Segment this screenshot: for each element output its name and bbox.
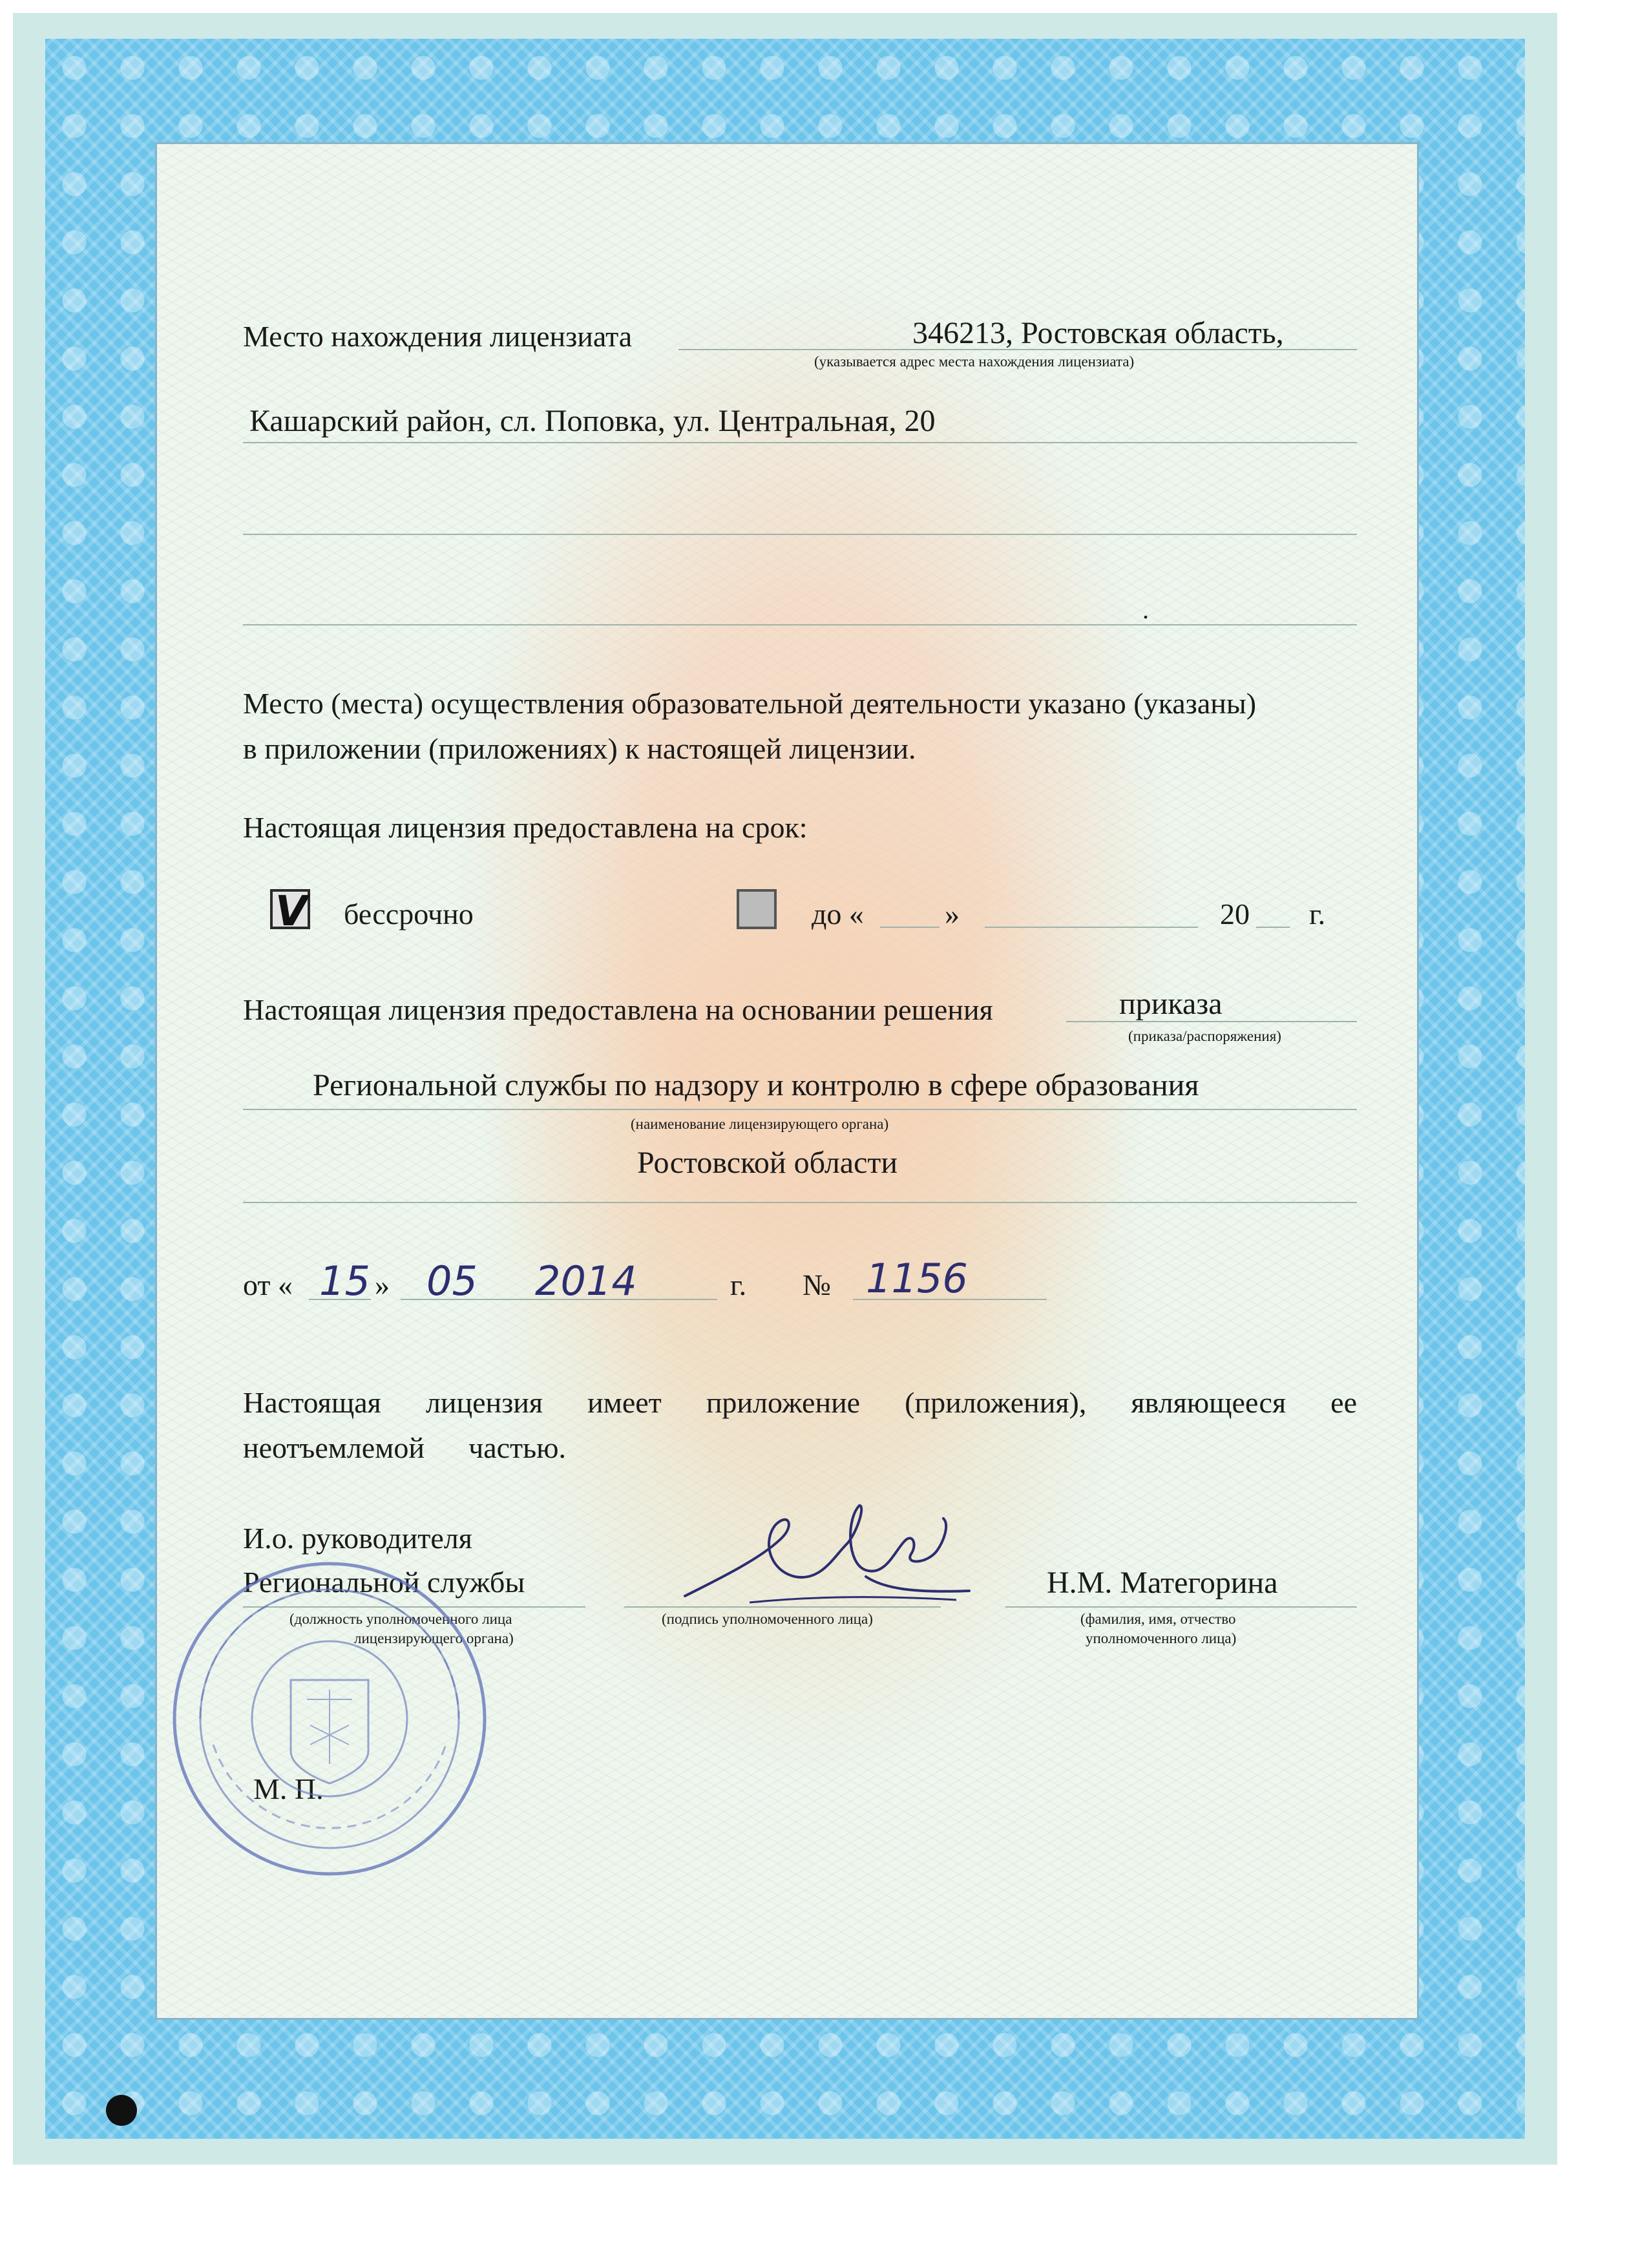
basis-doc-type: приказа (1119, 987, 1223, 1021)
signer-position-hint-line1: (должность уполномоченного лица (289, 1611, 512, 1627)
until-date-checkbox[interactable] (737, 889, 777, 929)
until-prefix: до « (812, 898, 864, 930)
line1-word: лицензия (425, 1386, 543, 1419)
authority-hint: (наименование лицензирующего органа) (631, 1116, 889, 1132)
order-year: 2014 (535, 1257, 637, 1305)
activity-place-line1: Место (места) осуществления образовательной деятельности указано (указаны) (243, 687, 1257, 720)
basis-doc-type-line (1066, 1021, 1357, 1022)
signer-name: Н.М. Матегорина (1047, 1566, 1278, 1600)
order-number: 1156 (866, 1255, 968, 1302)
until-year-line (1256, 927, 1290, 928)
address-hint: (указывается адрес места нахождения лицензиата) (814, 353, 1135, 370)
signer-position-line2: Региональной службы (243, 1566, 525, 1599)
seal-place-label: М. П. (253, 1772, 324, 1805)
address-line-4 (243, 624, 1357, 625)
until-year-prefix: 20 (1220, 898, 1250, 930)
official-seal-icon (162, 1551, 498, 1887)
activity-place-line2: в приложении (приложениях) к настоящей лицензии. (243, 732, 916, 765)
line2-word: частью. (468, 1431, 566, 1464)
order-from-prefix: от « (243, 1268, 293, 1301)
signer-position-line1: И.о. руководителя (243, 1522, 472, 1555)
unlimited-checkbox[interactable] (270, 888, 310, 936)
address-value-line1: 346213, Ростовская область, (912, 316, 1284, 350)
basis-label: Настоящая лицензия предоставлена на основании решения (243, 993, 993, 1026)
line1-word: являющееся (1131, 1386, 1287, 1419)
unlimited-label: бессрочно (344, 898, 474, 930)
punch-hole-dot (106, 2095, 137, 2126)
line1-word: приложение (706, 1386, 861, 1419)
line2-word: неотъемлемой (243, 1431, 425, 1464)
term-label: Настоящая лицензия предоставлена на срок: (243, 811, 808, 844)
appendix-line1 (243, 1388, 1357, 1418)
address-trailing-mark: . (1142, 595, 1149, 624)
appendix-line2 (243, 1433, 566, 1463)
order-month: 05 (426, 1257, 478, 1305)
until-day-line (880, 927, 940, 928)
signer-position-hint-line2: лицензирующего органа) (354, 1630, 514, 1646)
order-day: 15 (319, 1257, 370, 1305)
line1-word: ее (1330, 1386, 1357, 1419)
order-number-sign: № (803, 1268, 831, 1301)
basis-doc-type-hint: (приказа/распоряжения) (1128, 1028, 1281, 1044)
until-quote-close: » (945, 898, 960, 930)
until-month-line (985, 927, 1198, 928)
until-year-suffix: г. (1309, 898, 1326, 930)
address-label: Место нахождения лицензиата (243, 320, 633, 353)
line1-word: (приложения), (905, 1386, 1087, 1419)
signature-line (624, 1606, 941, 1608)
authority-line2: Ростовской области (637, 1146, 898, 1180)
order-year-suffix: г. (730, 1268, 747, 1301)
address-line-2 (243, 442, 1357, 443)
signature-hint: (подпись уполномоченного лица) (662, 1611, 873, 1627)
line1-word: Настоящая (243, 1386, 381, 1419)
signer-name-line (1005, 1606, 1357, 1608)
line1-word: имеет (587, 1386, 662, 1419)
authority-line-2 (243, 1202, 1357, 1203)
address-value-line2: Кашарский район, сл. Поповка, ул. Центральная, 20 (249, 404, 936, 438)
address-line-3 (243, 534, 1357, 535)
checkmark-icon: V (275, 888, 308, 936)
order-day-line (309, 1299, 371, 1300)
order-date-line (401, 1299, 717, 1300)
authority-line1: Региональной службы по надзору и контролю в сфере образования (313, 1068, 1199, 1102)
order-quote-close: » (375, 1268, 390, 1301)
signer-name-hint-line1: (фамилия, имя, отчество (1080, 1611, 1236, 1627)
authority-line-1 (243, 1109, 1357, 1110)
signer-name-hint-line2: уполномоченного лица) (1086, 1630, 1237, 1646)
order-number-line (853, 1299, 1047, 1300)
